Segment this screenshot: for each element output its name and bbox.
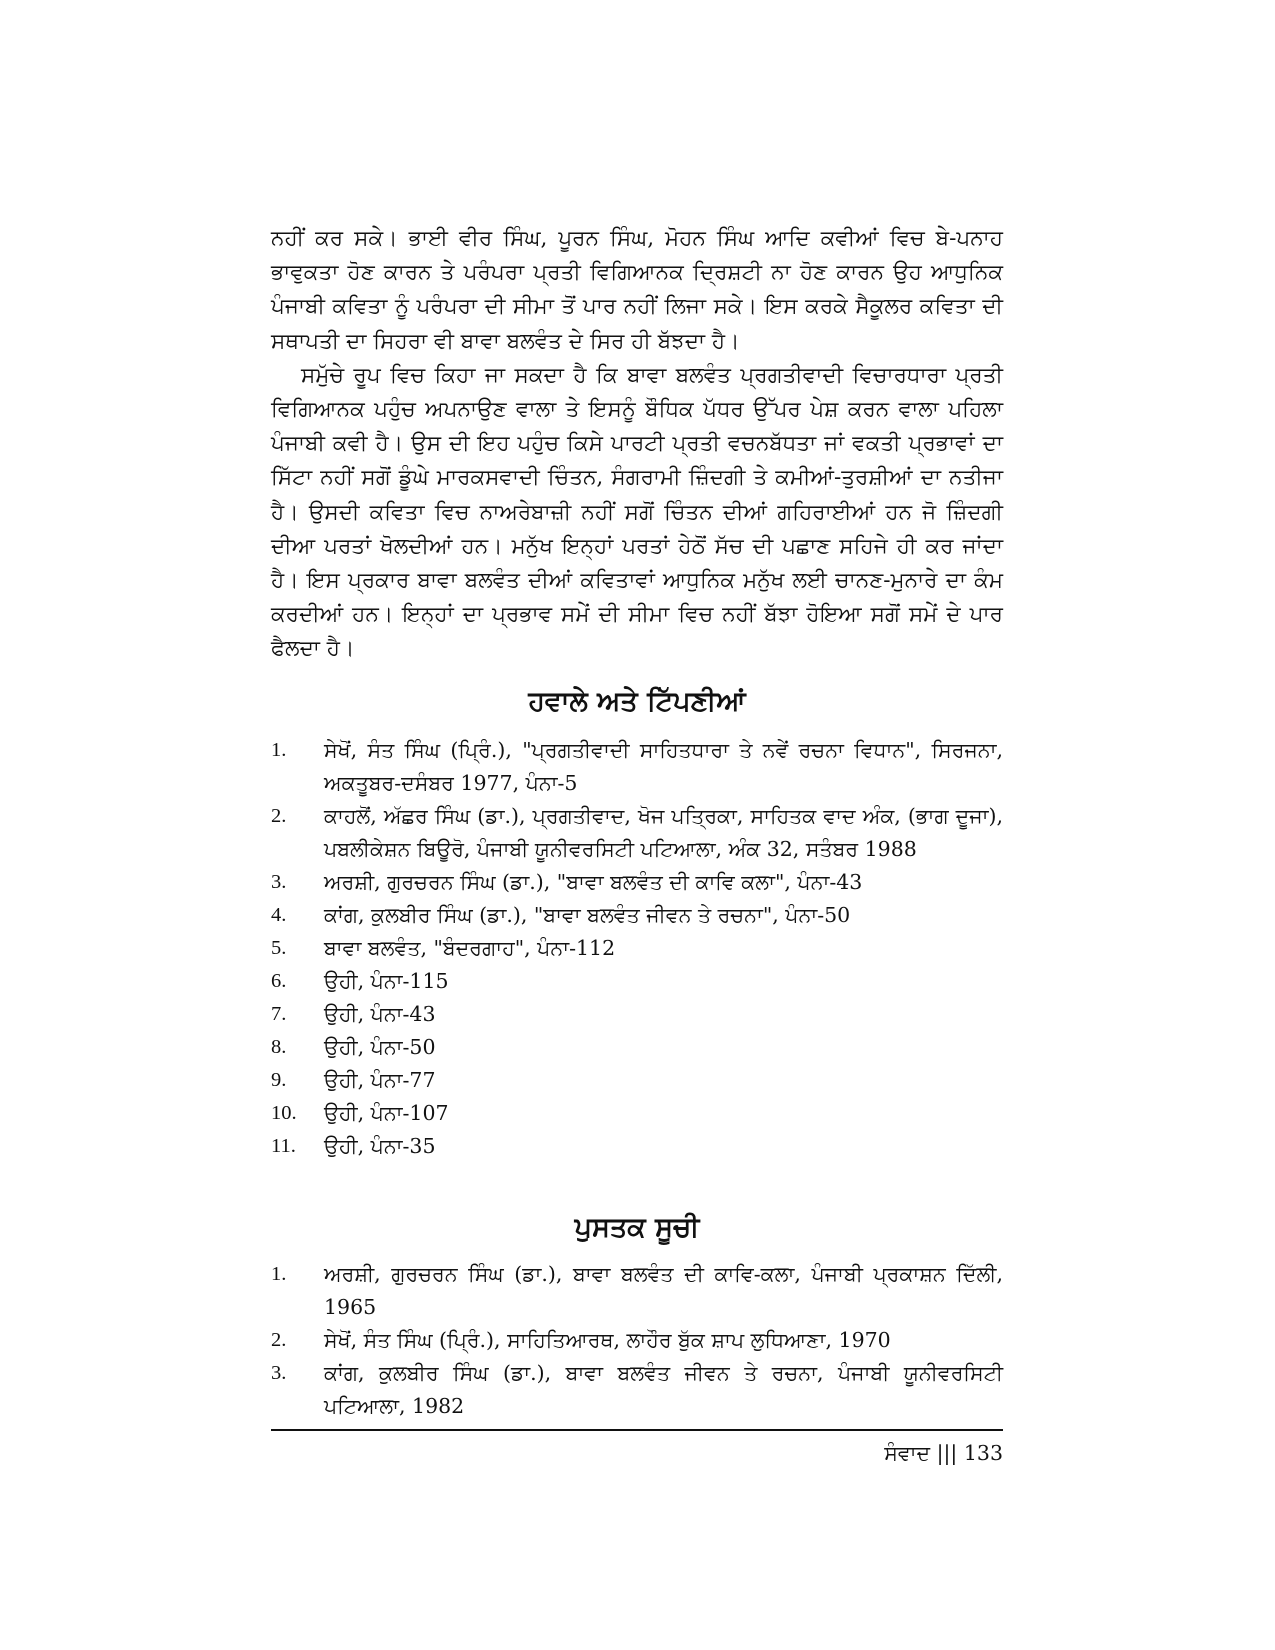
item-number: 10. bbox=[271, 1102, 297, 1124]
paragraph-2: ਸਮੁੱਚੇ ਰੂਪ ਵਿਚ ਕਿਹਾ ਜਾ ਸਕਦਾ ਹੈ ਕਿ ਬਾਵਾ ਬਲਵੰਤ ਪ੍ਰਗਤੀਵਾਦੀ ਵਿਚਾਰਧਾਰਾ ਪ੍ਰਤੀ ਵਿਗਿਆਨਕ ਪਹੁੰਚ ਅਪਨਾਉਣ ਵਾਲਾ ਤੇ ਇਸਨੂੰ ਬੌਧਿਕ ਪੱਧਰ ਉੱਪਰ ਪੇਸ਼ ਕਰਨ ਵਾਲਾ ਪਹਿਲਾ ਪੰਜਾਬੀ ਕਵੀ ਹੈ। ਉਸ ਦੀ ਇਹ ਪਹੁੰਚ ਕਿਸੇ ਪਾਰਟੀ ਪ੍ਰਤੀ ਵਚਨਬੱਧਤਾ ਜਾਂ ਵਕਤੀ ਪ੍ਰਭਾਵਾਂ ਦਾ ਸਿੱਟਾ ਨਹੀਂ ਸਗੋਂ ਡੂੰਘੇ ਮਾਰਕਸਵਾਦੀ ਚਿੰਤਨ, ਸੰਗਰਾਮੀ ਜ਼ਿੰਦਗੀ ਤੇ ਕਮੀਆਂ-ਤੁਰਸ਼ੀਆਂ ਦਾ ਨਤੀਜਾ ਹੈ। ਉਸਦੀ ਕਵਿਤਾ ਵਿਚ ਨਾਅਰੇਬਾਜ਼ੀ ਨਹੀਂ ਸਗੋਂ ਚਿੰਤਨ ਦੀਆਂ ਗਹਿਰਾਈਆਂ ਹਨ ਜੋ ਜ਼ਿੰਦਗੀ ਦੀਆ ਪਰਤਾਂ ਖੋਲਦੀਆਂ ਹਨ। ਮਨੁੱਖ ਇਨ੍ਹਾਂ ਪਰਤਾਂ ਹੇਠੋਂ ਸੱਚ ਦੀ ਪਛਾਣ ਸਹਿਜੇ ਹੀ ਕਰ ਜਾਂਦਾ ਹੈ। ਇਸ ਪ੍ਰਕਾਰ ਬਾਵਾ ਬਲਵੰਤ ਦੀਆਂ ਕਵਿਤਾਵਾਂ ਆਧੁਨਿਕ ਮਨੁੱਖ ਲਈ ਚਾਨਣ-ਮੁਨਾਰੇ ਦਾ ਕੰਮ ਕਰਦੀਆਂ ਹਨ। ਇਨ੍ਹਾਂ ਦਾ ਪ੍ਰਭਾਵ ਸਮੇਂ ਦੀ ਸੀਮਾ ਵਿਚ ਨਹੀਂ ਬੱਝਾ ਹੋਇਆ ਸਗੋਂ ਸਮੇਂ ਦੇ ਪਾਰ ਫੈਲਦਾ ਹੈ। bbox=[271, 362, 1003, 662]
item-text: ਅਰਸ਼ੀ, ਗੁਰਚਰਨ ਸਿੰਘ (ਡਾ.), "ਬਾਵਾ ਬਲਵੰਤ ਦੀ ਕਾਵਿ ਕਲਾ", ਪੰਨਾ-43 bbox=[324, 870, 863, 894]
footer-divider bbox=[271, 1429, 1003, 1431]
item-number: 5. bbox=[271, 937, 287, 959]
item-number: 9. bbox=[271, 1069, 287, 1091]
item-text: ਸੇਖੋਂ, ਸੰਤ ਸਿੰਘ (ਪ੍ਰਿੰ.), "ਪ੍ਰਗਤੀਵਾਦੀ ਸਾਹਿਤਧਾਰਾ ਤੇ ਨਵੇਂ ਰਚਨਾ ਵਿਧਾਨ", ਸਿਰਜਨਾ, ਅਕਤੂਬਰ-ਦਸੰਬਰ 1977, ਪੰਨਾ-5 bbox=[324, 738, 1003, 795]
list-item bbox=[271, 1130, 1003, 1163]
item-number: 11. bbox=[271, 1135, 296, 1157]
item-number: 4. bbox=[271, 904, 287, 926]
item-number: 6. bbox=[271, 970, 287, 992]
item-number: 8. bbox=[271, 1036, 287, 1058]
item-number: 2. bbox=[271, 805, 287, 827]
references-heading: ਹਵਾਲੇ ਅਤੇ ਟਿੱਪਣੀਆਂ bbox=[528, 686, 746, 717]
item-number: 1. bbox=[271, 1263, 287, 1285]
list-item bbox=[271, 998, 1003, 1031]
body-text bbox=[271, 222, 1003, 667]
item-number: 2. bbox=[271, 1329, 287, 1351]
item-text: ਉਹੀ, ਪੰਨਾ-35 bbox=[324, 1134, 436, 1158]
item-text: ਕਾਹਲੋਂ, ਅੱਛਰ ਸਿੰਘ (ਡਾ.), ਪ੍ਰਗਤੀਵਾਦ, ਖੋਜ ਪਤ੍ਰਿਕਾ, ਸਾਹਿਤਕ ਵਾਦ ਅੰਕ, (ਭਾਗ ਦੂਜਾ), ਪਬਲੀਕੇਸ਼ਨ ਬਿਊਰੋ, ਪੰਜਾਬੀ ਯੂਨੀਵਰਸਿਟੀ ਪਟਿਆਲਾ, ਅੰਕ 32, ਸਤੰਬਰ 1988 bbox=[324, 804, 1003, 861]
item-text: ਉਹੀ, ਪੰਨਾ-107 bbox=[324, 1101, 449, 1125]
list-item bbox=[271, 1258, 1003, 1324]
list-item bbox=[271, 1097, 1003, 1130]
item-text: ਉਹੀ, ਪੰਨਾ-50 bbox=[324, 1035, 436, 1059]
item-number: 3. bbox=[271, 1362, 287, 1384]
item-text: ਸੇਖੋਂ, ਸੰਤ ਸਿੰਘ (ਪ੍ਰਿੰ.), ਸਾਹਿਤਿਆਰਥ, ਲਾਹੌਰ ਬੁੱਕ ਸ਼ਾਪ ਲੁਧਿਆਣਾ, 1970 bbox=[324, 1328, 891, 1352]
item-text: ਕਾਂਗ, ਕੁਲਬੀਰ ਸਿੰਘ (ਡਾ.), "ਬਾਵਾ ਬਲਵੰਤ ਜੀਵਨ ਤੇ ਰਚਨਾ", ਪੰਨਾ-50 bbox=[324, 903, 851, 927]
page-footer: ਸੰਵਾਦ ||| 133 bbox=[884, 1441, 1003, 1465]
list-item bbox=[271, 932, 1003, 965]
item-text: ਕਾਂਗ, ਕੁਲਬੀਰ ਸਿੰਘ (ਡਾ.), ਬਾਵਾ ਬਲਵੰਤ ਜੀਵਨ ਤੇ ਰਚਨਾ, ਪੰਜਾਬੀ ਯੂਨੀਵਰਸਿਟੀ ਪਟਿਆਲਾ, 1982 bbox=[324, 1361, 1003, 1418]
list-item bbox=[271, 899, 1003, 932]
references-list bbox=[271, 734, 1003, 1163]
list-item bbox=[271, 1031, 1003, 1064]
item-text: ਉਹੀ, ਪੰਨਾ-115 bbox=[324, 969, 449, 993]
list-item bbox=[271, 1357, 1003, 1423]
item-text: ਉਹੀ, ਪੰਨਾ-77 bbox=[324, 1068, 436, 1092]
item-text: ਬਾਵਾ ਬਲਵੰਤ, "ਬੰਦਰਗਾਹ", ਪੰਨਾ-112 bbox=[324, 936, 616, 960]
list-item bbox=[271, 1324, 1003, 1357]
list-item bbox=[271, 1064, 1003, 1097]
item-number: 1. bbox=[271, 739, 287, 761]
list-item bbox=[271, 734, 1003, 800]
list-item bbox=[271, 866, 1003, 899]
item-text: ਅਰਸ਼ੀ, ਗੁਰਚਰਨ ਸਿੰਘ (ਡਾ.), ਬਾਵਾ ਬਲਵੰਤ ਦੀ ਕਾਵਿ-ਕਲਾ, ਪੰਜਾਬੀ ਪ੍ਰਕਾਸ਼ਨ ਦਿੱਲੀ, 1965 bbox=[324, 1262, 1003, 1319]
item-text: ਉਹੀ, ਪੰਨਾ-43 bbox=[324, 1002, 436, 1026]
bibliography-list bbox=[271, 1258, 1003, 1423]
list-item bbox=[271, 800, 1003, 866]
item-number: 7. bbox=[271, 1003, 287, 1025]
item-number: 3. bbox=[271, 871, 287, 893]
bibliography-heading: ਪੁਸਤਕ ਸੂਚੀ bbox=[574, 1212, 700, 1243]
list-item bbox=[271, 965, 1003, 998]
paragraph-1: ਨਹੀਂ ਕਰ ਸਕੇ। ਭਾਈ ਵੀਰ ਸਿੰਘ, ਪੂਰਨ ਸਿੰਘ, ਮੋਹਨ ਸਿੰਘ ਆਦਿ ਕਵੀਆਂ ਵਿਚ ਬੇ-ਪਨਾਹ ਭਾਵੁਕਤਾ ਹੋਣ ਕਾਰਨ ਤੇ ਪਰੰਪਰਾ ਪ੍ਰਤੀ ਵਿਗਿਆਨਕ ਦ੍ਰਿਸ਼ਟੀ ਨਾ ਹੋਣ ਕਾਰਨ ਉਹ ਆਧੁਨਿਕ ਪੰਜਾਬੀ ਕਵਿਤਾ ਨੂੰ ਪਰੰਪਰਾ ਦੀ ਸੀਮਾ ਤੋਂ ਪਾਰ ਨਹੀਂ ਲਿਜਾ ਸਕੇ। ਇਸ ਕਰਕੇ ਸੈਕੂਲਰ ਕਵਿਤਾ ਦੀ ਸਥਾਪਤੀ ਦਾ ਸਿਹਰਾ ਵੀ ਬਾਵਾ ਬਲਵੰਤ ਦੇ ਸਿਰ ਹੀ ਬੱਝਦਾ ਹੈ। bbox=[271, 226, 1003, 354]
